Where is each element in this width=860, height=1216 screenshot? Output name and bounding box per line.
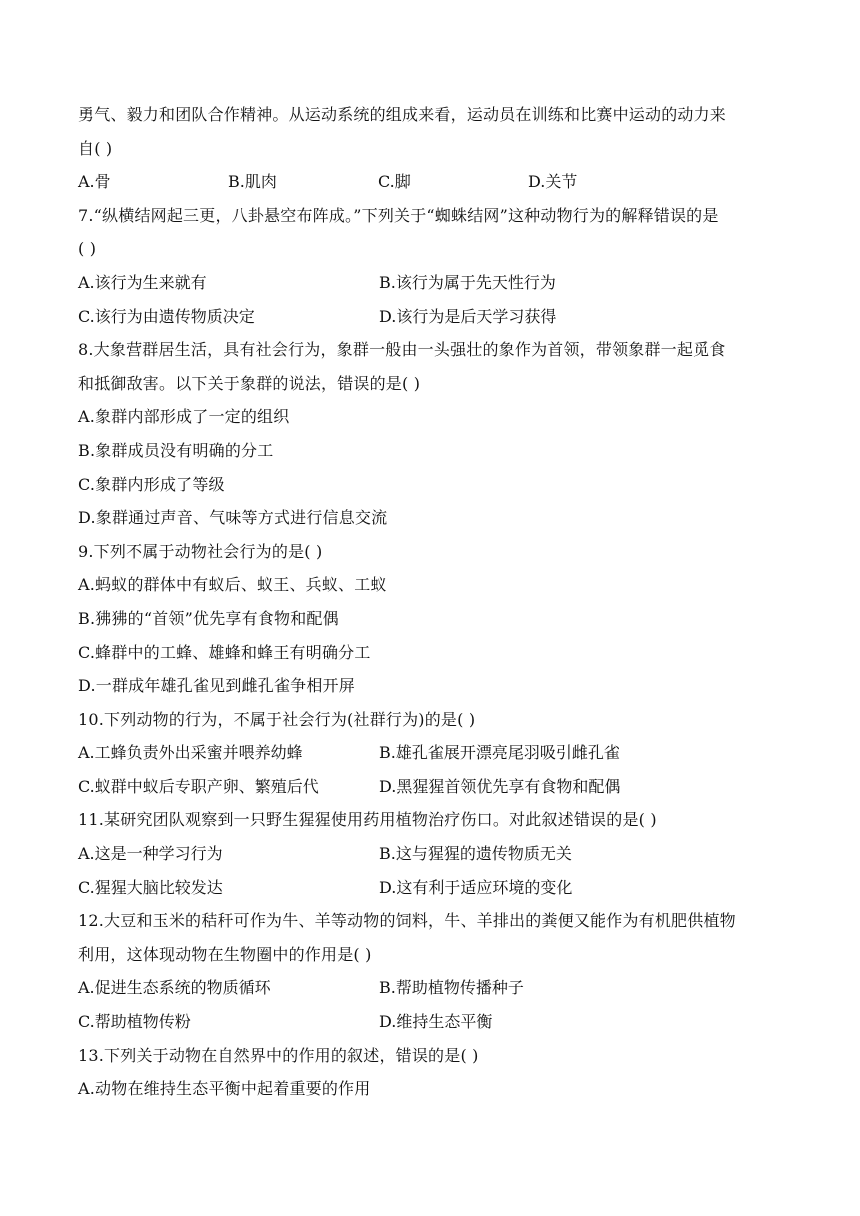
option-a: A.该行为生来就有: [78, 272, 207, 292]
option-c: C.蚁群中蚁后专职产卵、繁殖后代: [78, 776, 319, 796]
option-d: D.一群成年雄孔雀见到雌孔雀争相开屏: [78, 676, 355, 696]
question-12-stem-line-2: 利用，这体现动物在生物圈中的作用是( ): [78, 944, 372, 964]
option-c: C.脚: [378, 172, 411, 192]
question-12-options-row-1: [78, 971, 778, 1005]
option-a: A.这是一种学习行为: [78, 844, 223, 864]
question-7-stem-line-2: ( ): [78, 239, 97, 259]
option-a: A.蚂蚁的群体中有蚁后、蚁王、兵蚁、工蚁: [78, 575, 387, 595]
question-6-stem-line-1: 勇气、毅力和团队合作精神。从运动系统的组成来看，运动员在训练和比赛中运动的动力来: [78, 105, 727, 124]
option-c: C.猩猩大脑比较发达: [78, 877, 223, 897]
question-6-stem-line-2: 自( ): [78, 138, 113, 158]
option-a: A.象群内部形成了一定的组织: [78, 407, 290, 427]
question-12-options-row-2: [78, 1005, 778, 1039]
option-d: D.关节: [528, 172, 578, 192]
option-d: D.这有利于适应环境的变化: [379, 877, 573, 897]
option-c: C.蜂群中的工蜂、雄蜂和蜂王有明确分工: [78, 642, 371, 662]
option-d: D.维持生态平衡: [379, 1012, 493, 1032]
question-9-stem: 9.下列不属于动物社会行为的是( ): [78, 541, 323, 561]
option-c: C.该行为由遗传物质决定: [78, 306, 255, 326]
question-7-options-row-1: [78, 266, 778, 300]
question-7-stem-line-1: 7.“纵横结网起三更，八卦悬空布阵成。”下列关于“蜘蛛结网”这种动物行为的解释错误的是: [78, 205, 719, 225]
question-8-stem-line-1: 8.大象营群居生活，具有社会行为，象群一般由一头强壮的象作为首领，带领象群一起觅食: [78, 340, 726, 360]
option-b: B.帮助植物传播种子: [379, 978, 524, 998]
question-11-options-row-2: [78, 871, 778, 905]
option-b: B.雄孔雀展开漂亮尾羽吸引雌孔雀: [379, 743, 620, 763]
option-b: B.象群成员没有明确的分工: [78, 440, 274, 460]
option-d: D.该行为是后天学习获得: [379, 306, 557, 326]
option-b: B.这与猩猩的遗传物质无关: [379, 844, 572, 864]
question-8-stem-line-2: 和抵御敌害。以下关于象群的说法，错误的是( ): [78, 373, 421, 393]
question-10-options-row-2: [78, 770, 778, 804]
option-d: D.象群通过声音、气味等方式进行信息交流: [78, 508, 388, 528]
option-a: A.骨: [78, 172, 111, 192]
option-a: A.动物在维持生态平衡中起着重要的作用: [78, 1079, 371, 1099]
question-10-options-row-1: [78, 736, 778, 770]
question-13-stem: 13.下列关于动物在自然界中的作用的叙述，错误的是( ): [78, 1045, 479, 1065]
option-c: C.帮助植物传粉: [78, 1012, 191, 1032]
exam-page: [78, 98, 778, 1106]
question-7-options-row-2: [78, 300, 778, 334]
option-b: B.肌肉: [228, 172, 277, 192]
question-11-stem: 11.某研究团队观察到一只野生猩猩使用药用植物治疗伤口。对此叙述错误的是( ): [78, 810, 657, 830]
option-c: C.象群内形成了等级: [78, 474, 225, 494]
question-6-options: [78, 165, 778, 199]
option-b: B.该行为属于先天性行为: [379, 272, 556, 292]
option-a: A.促进生态系统的物质循环: [78, 978, 271, 998]
option-b: B.狒狒的“首领”优先享有食物和配偶: [78, 608, 339, 628]
question-12-stem-line-1: 12.大豆和玉米的秸秆可作为牛、羊等动物的饲料，牛、羊排出的粪便又能作为有机肥供植物: [78, 911, 736, 931]
option-a: A.工蜂负责外出采蜜并喂养幼蜂: [78, 743, 303, 763]
question-10-stem: 10.下列动物的行为，不属于社会行为(社群行为)的是( ): [78, 709, 476, 729]
question-11-options-row-1: [78, 837, 778, 871]
option-d: D.黑猩猩首领优先享有食物和配偶: [379, 776, 621, 796]
